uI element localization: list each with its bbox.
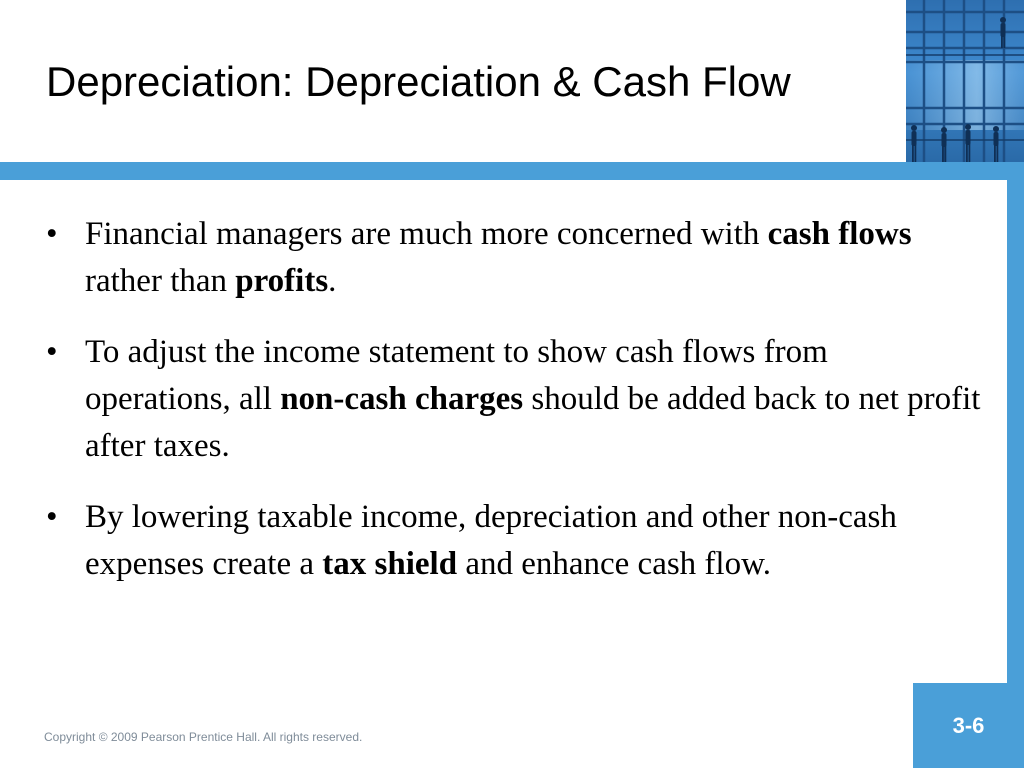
bullet-item (46, 329, 981, 470)
bold-term: non-cash charges (280, 381, 524, 417)
slide-title: Depreciation: Depreciation & Cash Flow (46, 58, 791, 105)
right-accent-bar (1007, 180, 1024, 683)
page-number: 3-6 (952, 712, 985, 738)
bullet-item (46, 494, 981, 588)
copyright-footer: Copyright © 2009 Pearson Prentice Hall. All rights reserved. (44, 730, 363, 744)
bullet-list (46, 211, 981, 612)
bullet-dot-icon: • (46, 499, 58, 535)
bold-term: profits (235, 263, 329, 299)
bullet-text: Financial managers are much more concerned with cash flows rather than profits. (85, 216, 912, 299)
bold-term: tax shield (322, 546, 458, 582)
page-number-badge (913, 683, 1024, 768)
bold-term: cash flows (767, 216, 912, 252)
header-photo (906, 0, 1024, 162)
bullet-text: By lowering taxable income, depreciation and other non-cash expenses create a tax shield and enhance cash flow. (85, 499, 897, 582)
bullet-dot-icon: • (46, 334, 58, 370)
bullet-text: To adjust the income statement to show cash flows from operations, all non-cash charges should be added back to net profit after taxes. (85, 334, 981, 464)
bullet-dot-icon: • (46, 216, 58, 252)
bullet-item (46, 211, 981, 305)
title-divider-bar (0, 162, 1024, 180)
